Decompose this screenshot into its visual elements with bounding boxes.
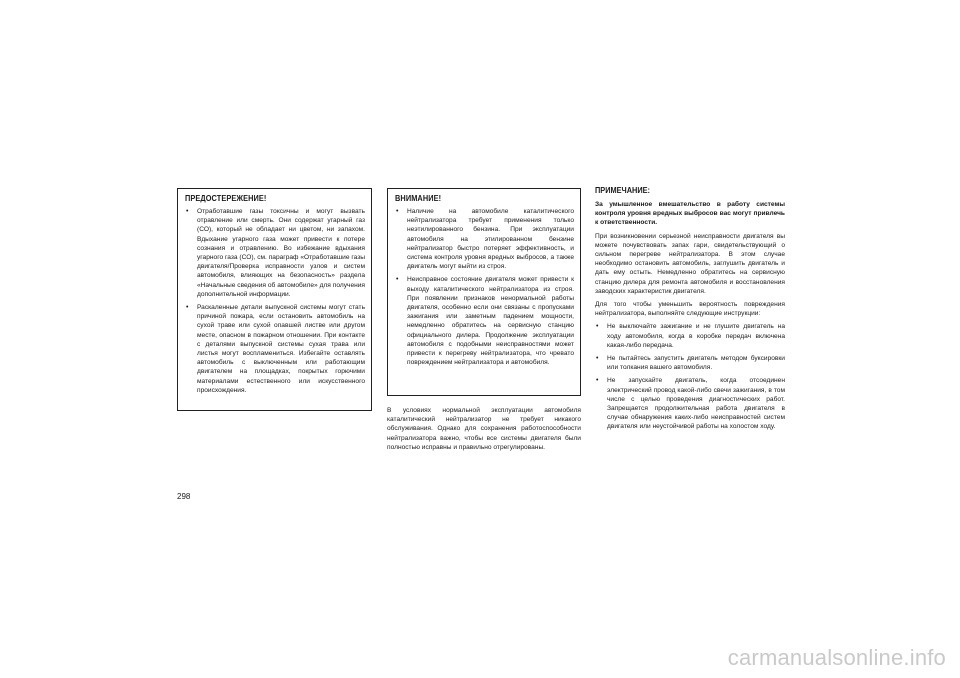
bullet-icon: • [396,208,399,215]
note-item-text: Не пытайтесь запустить двигатель методом буксировки или толкания вашего автомобиля. [607,355,785,372]
bullet-icon: • [596,377,599,385]
bullet-icon: • [186,304,189,312]
maintenance-paragraph: В условиях нормальной эксплуатации автомобиля каталитический нейтрализатор не требует никакого обслуживания. Однако для сохранения работоспособности нейтрализатора важно, чтобы все системы двигателя были полностью исправны и правильно отрегулированы. [387,407,581,451]
list-item [595,322,785,350]
caution-title: ВНИМАНИЕ! [395,194,442,203]
caution-list [395,207,574,367]
warning-list [185,207,365,395]
list-item [395,207,574,271]
bullet-icon: • [186,208,189,215]
warning-item-text: Раскаленные детали выпускной системы могут стать причиной пожара, если остановить автомобиль на сухой траве или сухой опавшей листве или другом месте, опасном в пожарном отношении. При контакте с деталями выпускной системы сухая трава или листья могут воспламениться. Избегайте оставлять автомобиль с выключенным или работающим двигателем на площадках, покрытых горючими материалами естественного или искусственного происхождения. [197,304,365,394]
note-paragraph: При возникновении серьезной неисправности двигателя вы можете почувствовать запах гари, свидетельствующий о сильном перегреве нейтрализатора. В этом случае необходимо остановить автомобиль, заглушить двигатель и дать ему остыть. Немедленно обратитесь на сервисную станцию дилера для ремонта автомобиля и восстановления заводских характеристик двигателя. [595,232,785,295]
list-item [185,303,365,395]
page-number: 298 [177,492,191,501]
warning-title: ПРЕДОСТЕРЕЖЕНИЕ! [185,194,267,203]
note-section [595,186,785,436]
warning-item-text: Отработавшие газы токсичны и могут вызвать отравление или смерть. Они содержат угарный газ (СО), который не обладает ни цветом, ни запахом. Вдыхание угарного газа может привести к потере сознания и отравлению. Во избежание вдыхания угарного газа (СО), см. параграф «Отработавшие газы двигателя/Проверка исправности узлов и систем автомобиля, влияющих на безопасность» раздела «Начальные сведения об автомобиле» для получения дополнительной информации. [197,208,365,298]
warning-box [177,188,372,411]
note-paragraph: Для того чтобы уменьшить вероятность повреждения нейтрализатора, выполняйте следующие инструкции: [595,301,785,318]
caution-item-text: Наличие на автомобиле каталитического нейтрализатора требует применения только неэтилированного бензина. При эксплуатации автомобиля на этилированном бензине нейтрализатор быстро потеряет эффективность, и система контроля уровня вредных выбросов, а также двигатель могут выйти из строя. [407,208,574,271]
bullet-icon: • [596,355,599,363]
watermark: carmanualsonline.info [727,645,946,670]
note-item-text: Не запускайте двигатель, когда отсоединен электрический провод какой-либо свечи зажигания, в том числе с целью проведения диагностических работ. Запрещается продолжительная работа двигателя в случае обнаружения каких-либо неисправностей систем двигателя или неустойчивой работы на холостом ходу. [607,377,785,431]
bullet-icon: • [596,323,599,331]
note-item-text: Не выключайте зажигание и не глушите двигатель на ходу автомобиля, когда в коробке передач включена какая-либо передача. [607,323,785,349]
caution-box [387,188,581,396]
caution-item-text: Неисправное состояние двигателя может привести к выходу каталитического нейтрализатора из строя. При появлении признаков ненормальной работы двигателя, особенно если они связаны с пропусками зажигания или заметным падением мощности, немедленно обратитесь на сервисную станцию официального дилера. Продолжение эксплуатации автомобиля с подобными неисправностями может привести к перегреву нейтрализатора, что чревато повреждением нейтрализатора и автомобиля. [407,276,574,367]
note-lead: За умышленное вмешательство в работу системы контроля уровня вредных выбросов вас могут привлечь к ответственности. [595,201,785,227]
list-item [395,275,574,367]
note-list [595,322,785,431]
bullet-icon: • [396,276,399,284]
note-title: ПРИМЕЧАНИЕ: [595,186,650,195]
list-item [595,376,785,431]
list-item [185,207,365,299]
list-item [595,354,785,372]
